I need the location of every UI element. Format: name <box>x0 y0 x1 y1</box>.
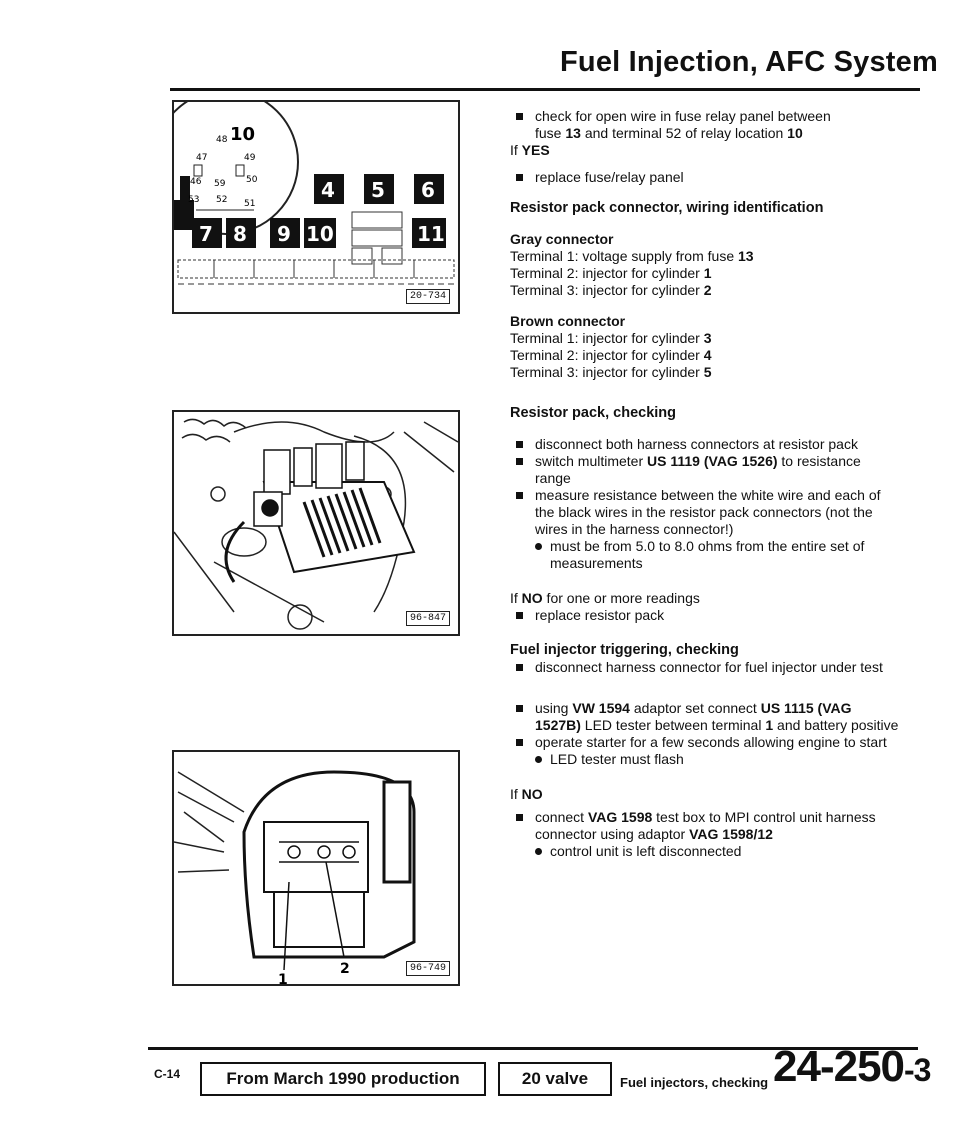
page-title: Fuel Injection, AFC System <box>560 46 938 78</box>
connector-label-2: 2 <box>340 961 350 977</box>
injector-connector-illustration <box>174 752 458 984</box>
relay-11: 11 <box>417 222 445 246</box>
fuse-relay-panel-illustration <box>174 102 458 312</box>
resistor-pack-illustration <box>174 412 458 634</box>
header-rule <box>170 88 920 91</box>
fuse-label-49: 49 <box>244 153 256 163</box>
relay-4: 4 <box>321 178 335 202</box>
if-no-line: If NO <box>510 786 543 802</box>
list-item: using VW 1594 adaptor set connect US 1115 (VAG 1527B) LED tester between terminal 1 and battery positive <box>510 700 900 734</box>
list-item: measure resistance between the white wire and each of the black wires in the resistor pack connectors (not the wires in the harness connector!) <box>510 487 900 538</box>
fuse-label-51: 51 <box>244 199 256 209</box>
fuse-relay-panel-figure <box>172 100 460 314</box>
fuse-label-10: 10 <box>230 124 256 145</box>
relay-7: 7 <box>199 222 213 246</box>
fuse-label-53: 53 <box>188 195 200 205</box>
relay-5: 5 <box>371 178 385 202</box>
fuse-label-46: 46 <box>190 177 202 187</box>
section-heading: Fuel injector triggering, checking <box>510 642 739 658</box>
procedure-text <box>510 108 900 860</box>
page-number: 24-250-3 <box>773 1042 931 1091</box>
fuse-label-48: 48 <box>216 135 228 145</box>
if-no-line: If NO for one or more readings <box>510 590 700 606</box>
section-heading: Resistor pack connector, wiring identification <box>510 200 824 216</box>
list-item: connect VAG 1598 test box to MPI control unit harness connector using adaptor VAG 1598/12 <box>510 809 900 843</box>
resistor-pack-figure <box>172 410 460 636</box>
relay-8: 8 <box>233 222 247 246</box>
sub-list-item: LED tester must flash <box>510 751 900 768</box>
figure-reference: 96-749 <box>406 961 450 976</box>
figure-reference: 96-847 <box>406 611 450 626</box>
valve-box: 20 valve <box>498 1062 612 1096</box>
relay-6: 6 <box>421 178 435 202</box>
list-item: disconnect both harness connectors at resistor pack <box>510 436 900 453</box>
figure-reference: 20-734 <box>406 289 450 304</box>
terminal-line: Terminal 2: injector for cylinder 4 <box>510 347 712 363</box>
fuse-label-52: 52 <box>216 195 228 205</box>
terminal-line: Terminal 1: injector for cylinder 3 <box>510 330 712 346</box>
footer-subtitle: Fuel injectors, checking <box>620 1075 769 1090</box>
production-box: From March 1990 production <box>200 1062 486 1096</box>
relay-10: 10 <box>306 222 334 246</box>
connector-label-1: 1 <box>278 972 288 984</box>
if-yes-line: If YES <box>510 142 550 158</box>
list-item: replace resistor pack <box>510 607 900 624</box>
terminal-line: Terminal 1: voltage supply from fuse 13 <box>510 248 754 264</box>
sub-list-item: control unit is left disconnected <box>510 843 900 860</box>
list-item: check for open wire in fuse relay panel between fuse 13 and terminal 52 of relay location 10 <box>510 108 900 142</box>
page-reference: C-14 <box>154 1067 181 1081</box>
fuse-label-50: 50 <box>246 175 258 185</box>
subsection-heading: Gray connector <box>510 231 614 247</box>
injector-connector-figure <box>172 750 460 986</box>
terminal-line: Terminal 2: injector for cylinder 1 <box>510 265 712 281</box>
list-item: operate starter for a few seconds allowing engine to start <box>510 734 900 751</box>
relay-9: 9 <box>277 222 291 246</box>
list-item: replace fuse/relay panel <box>510 169 900 186</box>
list-item: switch multimeter US 1119 (VAG 1526) to resistance range <box>510 453 900 487</box>
fuse-label-59: 59 <box>214 179 226 189</box>
terminal-line: Terminal 3: injector for cylinder 2 <box>510 282 712 298</box>
list-item: disconnect harness connector for fuel injector under test <box>510 659 900 676</box>
sub-list-item: must be from 5.0 to 8.0 ohms from the entire set of measurements <box>510 538 900 572</box>
fuse-label-47: 47 <box>196 153 208 163</box>
terminal-line: Terminal 3: injector for cylinder 5 <box>510 364 712 380</box>
subsection-heading: Brown connector <box>510 313 626 329</box>
section-heading: Resistor pack, checking <box>510 405 677 421</box>
